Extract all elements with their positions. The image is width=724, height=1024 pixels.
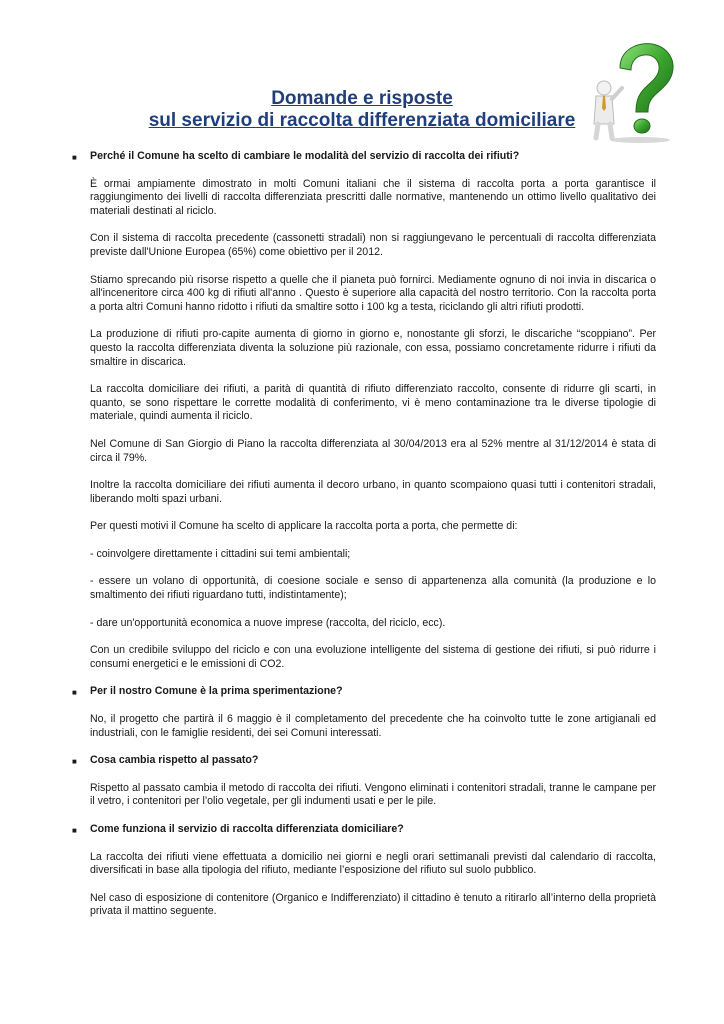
- answer-paragraph: - coinvolgere direttamente i cittadini sui temi ambientali;: [90, 547, 351, 560]
- question-mark-mascot-icon: [582, 38, 680, 144]
- answer-paragraph: La produzione di rifiuti pro-capite aumenta di giorno in giorno e, nonostante gli sforzi, le discariche “scoppiano”. Per questo la raccolta differenziata diventa la soluzione più razionale, con essa, possiamo concretamente ridurre i rifiuti da smaltire in discarica.: [90, 328, 656, 368]
- document-body: [72, 150, 656, 933]
- answer-paragraph: È ormai ampiamente dimostrato in molti Comuni italiani che il sistema di raccolta porta a porta garantisce il raggiungimento dei livelli di raccolta differenziata prescritti dalle normative, mantenendo un ottimo livello qualitativo dei materiali destinati al riciclo.: [90, 177, 656, 217]
- square-bullet-icon: ■: [72, 688, 77, 698]
- question-heading: ■ Cosa cambia rispetto al passato?: [72, 754, 259, 767]
- title-line-2: sul servizio di raccolta differenziata domiciliare: [148, 110, 576, 131]
- square-bullet-icon: ■: [72, 153, 77, 162]
- answer-paragraph: Nel caso di esposizione di contenitore (Organico e Indifferenziato) il cittadino è tenuto a ritirarlo all’interno della proprietà privata il mattino seguente.: [90, 891, 656, 918]
- answer-paragraph: Con un credibile sviluppo del riciclo e con una evoluzione intelligente del sistema di gestione dei rifiuti, si può ridurre i consumi energetici e le emissioni di CO2.: [90, 644, 656, 670]
- question-heading: ■ Perché il Comune ha scelto di cambiare le modalità del servizio di raccolta dei rifiuti?: [72, 150, 520, 162]
- answer-paragraph: Con il sistema di raccolta precedente (cassonetti stradali) non si raggiungevano le percentuali di raccolta differenziata previste dall'Unione Europea (65%) come obiettivo per il 2012.: [90, 232, 656, 258]
- section: [72, 150, 656, 671]
- answer-paragraph: Per questi motivi il Comune ha scelto di applicare la raccolta porta a porta, che permette di:: [90, 520, 518, 533]
- square-bullet-icon: ■: [72, 757, 77, 767]
- answer-paragraph: Rispetto al passato cambia il metodo di raccolta dei rifiuti. Vengono eliminati i contenitori stradali, tranne le campane per il vetro, i contenitori per l’olio vegetale, per gli indumenti usati e per le pile.: [90, 781, 656, 808]
- answer-paragraph: No, il progetto che partirà il 6 maggio è il completamento del precedente che ha coinvolto tutte le zone artigianali ed industriali, con le famiglie residenti, dei sei Comuni interessati.: [90, 713, 656, 739]
- title-line-1: Domande e risposte: [271, 88, 453, 109]
- section: [72, 823, 656, 919]
- square-bullet-icon: ■: [72, 826, 77, 835]
- answer-paragraph: La raccolta domiciliare dei rifiuti, a parità di quantità di rifiuto differenziato raccolto, consente di ridurre gli scarti, in quanto, se sono rispettare le corrette modalità di conferimento, vi è meno contaminazione tra le diverse tipologie di materiale, quindi aumenta il riciclo.: [90, 383, 656, 423]
- section: [72, 685, 656, 740]
- answer-paragraph: La raccolta dei rifiuti viene effettuata a domicilio nei giorni e negli orari settimanali previsti dal calendario di raccolta, diversificati in base alla tipologia del rifiuto, mediante l’esposizione del rifiuto sul suolo pubblico.: [90, 850, 656, 877]
- answer-paragraph: Nel Comune di San Giorgio di Piano la raccolta differenziata al 30/04/2013 era al 52% mentre al 31/12/2014 è stata di circa il 79%.: [90, 437, 656, 464]
- question-heading: ■ Come funziona il servizio di raccolta differenziata domiciliare?: [72, 823, 404, 835]
- answer-paragraph: Stiamo sprecando più risorse rispetto a quelle che il pianeta può fornirci. Mediamente ognuno di noi invia in discarica o all'inceneritore circa 400 kg di rifiuti all'anno . Questo è superiore alla capacità del nostro territorio. Con la raccolta porta a porta altri Comuni hanno ridotto i rifiuti da smaltire sotto i 100 kg a testa, riciclando gli altri rifiuti prodotti.: [90, 273, 656, 313]
- answer-paragraph: - dare un'opportunità economica a nuove imprese (raccolta, del riciclo, ecc).: [90, 616, 446, 629]
- question-heading: ■ Per il nostro Comune è la prima sperimentazione?: [72, 685, 343, 698]
- answer-paragraph: Inoltre la raccolta domiciliare dei rifiuti aumenta il decoro urbano, in quanto scompaiono quasi tutti i contenitori stradali, liberando molti spazi urbani.: [90, 479, 656, 505]
- answer-paragraph: - essere un volano di opportunità, di coesione sociale e senso di appartenenza alla comunità (la produzione e lo smaltimento dei rifiuti riguardano tutti, indistintamente);: [90, 575, 656, 602]
- section: [72, 754, 656, 809]
